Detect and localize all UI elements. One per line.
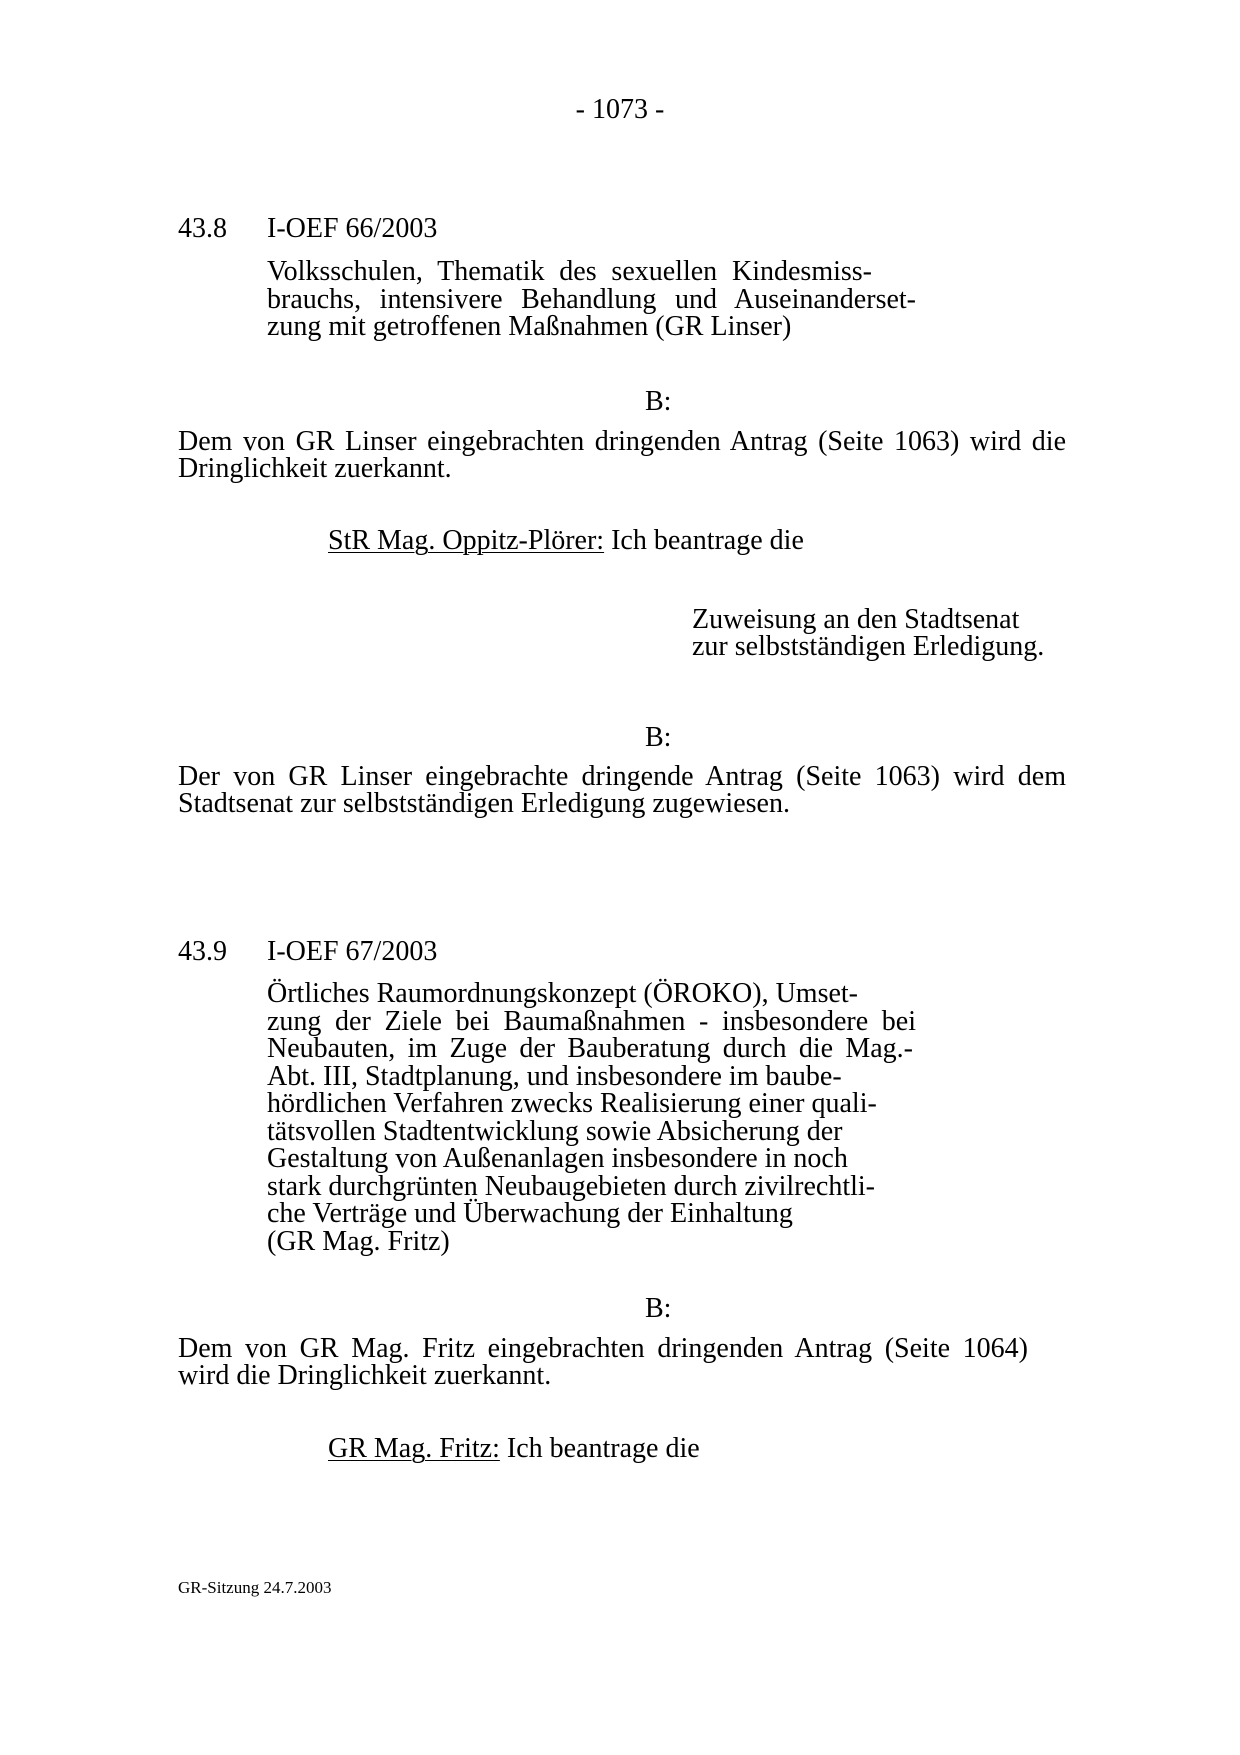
speaker-text: Ich beantrage die xyxy=(611,525,804,556)
page-footer: GR-Sitzung 24.7.2003 xyxy=(178,1578,332,1597)
page-number: - 1073 - xyxy=(575,94,665,125)
item-number: 43.9 xyxy=(178,936,227,967)
subject-line: zung mit getroffenen Maßnahmen (GR Linser) xyxy=(267,311,792,342)
subject-line: tätsvollen Stadtentwicklung sowie Absicherung der xyxy=(267,1115,843,1147)
item-subject xyxy=(267,980,916,1255)
decision-label: B: xyxy=(645,722,672,753)
item-reference: I-OEF 66/2003 xyxy=(267,213,438,244)
subject-line: Neubauten, im Zuge der Bauberatung durch die Mag.- xyxy=(267,1033,913,1064)
subject-line: Volksschulen, Thematik des sexuellen Kindesmiss- xyxy=(267,256,872,287)
subject-line: Abt. III, Stadtplanung, und insbesondere im baube- xyxy=(267,1060,842,1092)
decision-text: Der von GR Linser eingebrachte dringende Antrag (Seite 1063) wird dem Stadtsenat zur selbstständigen Erledigung zugewiesen. xyxy=(178,761,1066,819)
decision-label: B: xyxy=(645,1293,672,1324)
item-reference: I-OEF 67/2003 xyxy=(267,936,438,967)
decision-text: Dem von GR Mag. Fritz eingebrachten dringenden Antrag (Seite 1064) wird die Dringlichkeit zuerkannt. xyxy=(178,1333,1028,1391)
motion-line: Zuweisung an den Stadtsenat xyxy=(692,604,1020,635)
subject-line: che Verträge und Überwachung der Einhaltung xyxy=(267,1198,793,1229)
subject-line: zung der Ziele bei Baumaßnahmen - insbesondere bei xyxy=(267,1005,916,1037)
item-number: 43.8 xyxy=(178,213,227,244)
subject-line: brauchs, intensivere Behandlung und Auseinanderset- xyxy=(267,283,916,315)
subject-line: hördlichen Verfahren zwecks Realisierung einer quali- xyxy=(267,1088,877,1119)
subject-line: Örtliches Raumordnungskonzept (ÖROKO), Umset- xyxy=(267,978,859,1009)
item-subject xyxy=(267,258,916,341)
motion-line: zur selbstständigen Erledigung. xyxy=(692,631,1045,662)
subject-line: Gestaltung von Außenanlagen insbesondere in noch xyxy=(267,1143,848,1174)
speaker-text: Ich beantrage die xyxy=(506,1433,700,1464)
speaker-name: StR Mag. Oppitz-Plörer: xyxy=(328,525,605,556)
speaker-name: GR Mag. Fritz: xyxy=(328,1433,500,1464)
subject-line: (GR Mag. Fritz) xyxy=(267,1225,450,1257)
subject-line: stark durchgrünten Neubaugebieten durch zivilrechtli- xyxy=(267,1170,875,1202)
decision-text: Dem von GR Linser eingebrachten dringenden Antrag (Seite 1063) wird die Dringlichkeit zuerkannt. xyxy=(178,426,1066,484)
decision-label: B: xyxy=(645,386,672,417)
speaker-statement xyxy=(328,527,804,554)
speaker-statement xyxy=(328,1435,700,1462)
